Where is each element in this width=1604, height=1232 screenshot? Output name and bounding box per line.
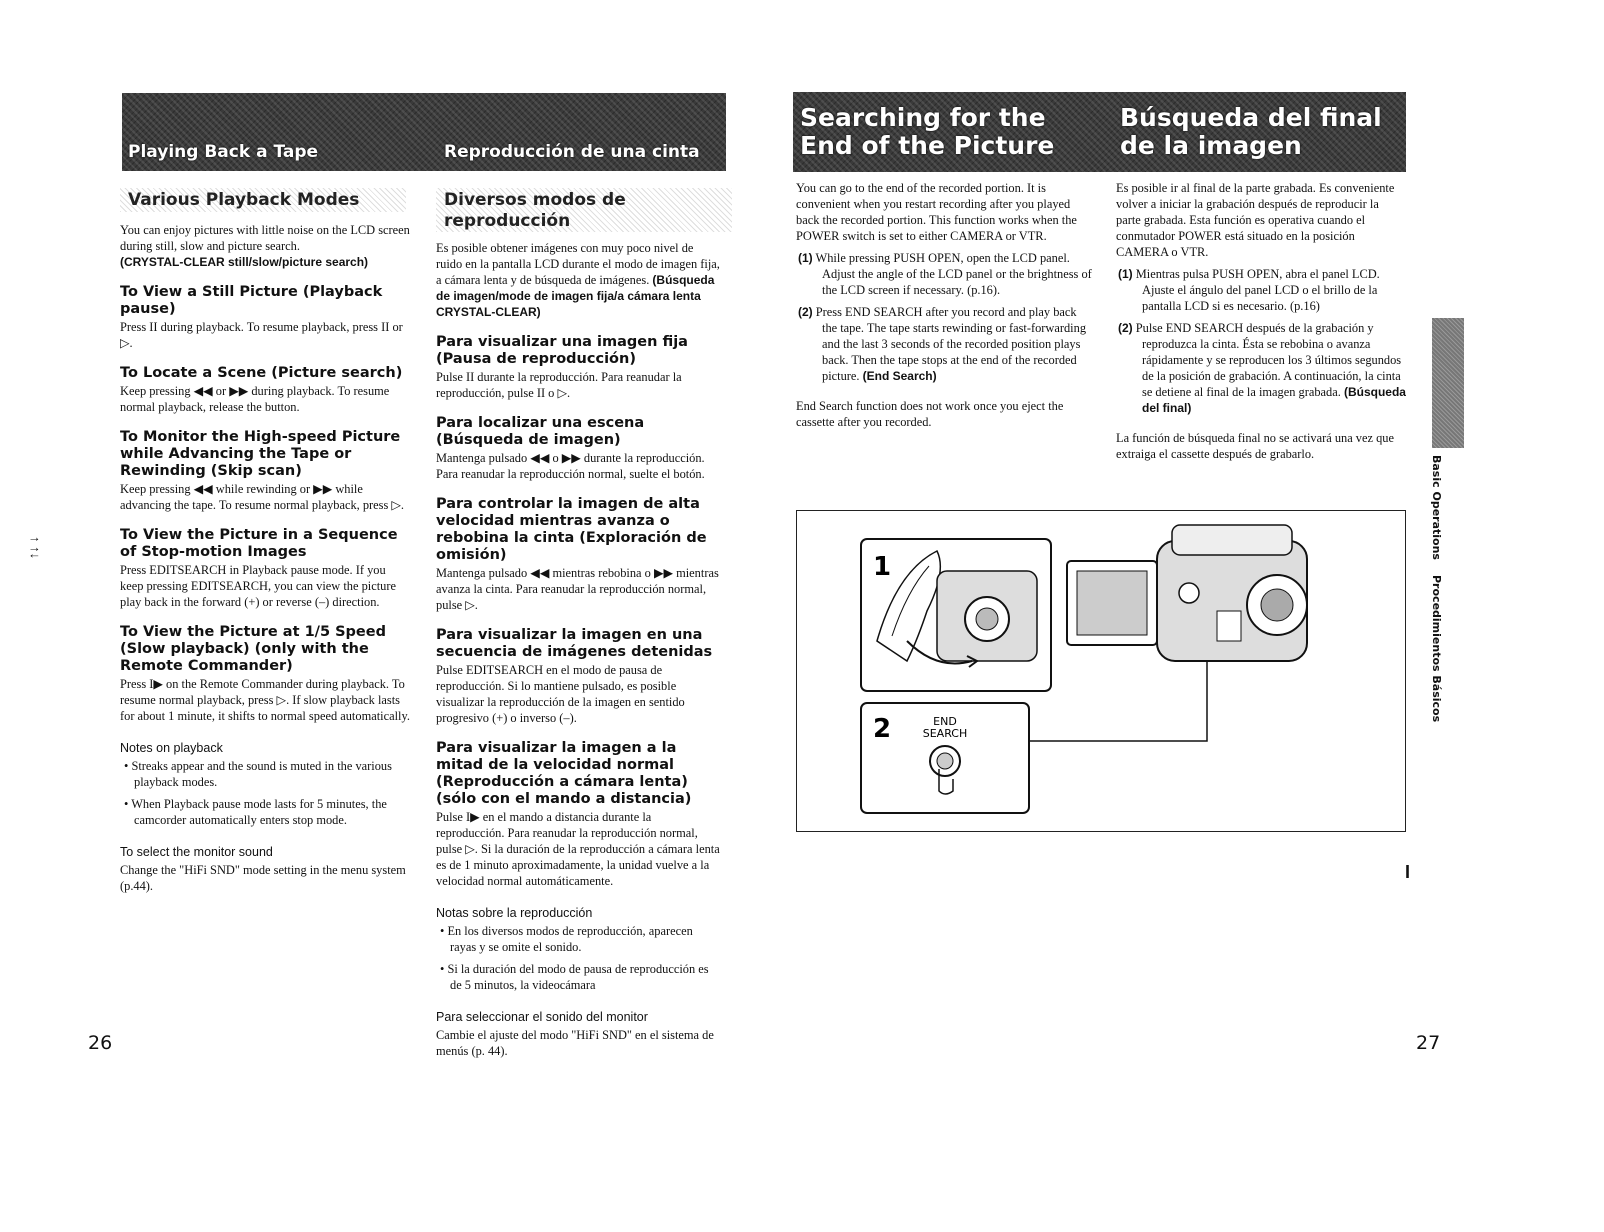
- step1-number: 1: [873, 552, 892, 582]
- left-banner-title-es: Reproducción de una cinta: [444, 142, 700, 162]
- left-en-column: [120, 222, 412, 900]
- en-monitor-text: Change the "HiFi SND" mode setting in the menu system (p.44).: [120, 863, 406, 893]
- en-text-stop-motion: Press EDITSEARCH in Playback pause mode. If you keep pressing EDITSEARCH, you can view the picture play back in the forward (+) or reverse (–) direction.: [120, 563, 396, 609]
- es-heading-skip: Para controlar la imagen de alta velocidad mientras avanza o rebobina la cinta (Exploración de omisión): [436, 496, 707, 563]
- es-note-item: • En los diversos modos de reproducción, aparecen rayas y se omite el sonido.: [440, 924, 693, 954]
- right-en-column: [796, 180, 1094, 436]
- figure-frame: [796, 510, 1406, 832]
- es-monitor-text: Cambie el ajuste del modo "HiFi SND" en el sistema de menús (p. 44).: [436, 1028, 714, 1058]
- right-es-intro: Es posible ir al final de la parte grabada. Es conveniente volver a iniciar la grabación después de reproducir la parte grabada. Esta función es operativa cuando el conmutador POWER está situado en la posición CAMERA o VTR.: [1116, 181, 1395, 259]
- en-note-item: • Streaks appear and the sound is muted in the various playback modes.: [124, 759, 392, 789]
- step2-number: 2: [873, 714, 892, 744]
- en-text-slow: Press I▶ on the Remote Commander during playback. To resume normal playback, press ▷. If slow playback lasts for about 1 minute, it shifts to normal speed automatically.: [120, 677, 410, 723]
- right-en-step: (1) While pressing PUSH OPEN, open the LCD panel. Adjust the angle of the LCD panel or the brightness of the LCD screen if necessary. (p.16).: [798, 251, 1092, 297]
- margin-arrows: ↑ ↑↓: [28, 536, 43, 560]
- right-banner-title-es: Búsqueda del final de la imagen: [1120, 103, 1382, 160]
- en-text-skip: Keep pressing ◀◀ while rewinding or ▶▶ while advancing the tape. To resume normal playback, press ▷.: [120, 482, 405, 512]
- es-text-stop-motion: Pulse EDITSEARCH en el modo de pausa de reproducción. Si lo mantiene pulsado, es posible visualizar la reproducción de la imagen en sentido progresivo (+) o inverso (–).: [436, 663, 685, 725]
- es-heading-stop-motion: Para visualizar la imagen en una secuencia de imágenes detenidas: [436, 627, 713, 660]
- es-heading-still: Para visualizar una imagen fija (Pausa de reproducción): [436, 334, 688, 367]
- section-title-es: Diversos modos de reproducción: [436, 188, 732, 232]
- camcorder-illustration: [797, 511, 1405, 831]
- en-heading-still: To View a Still Picture (Playback pause): [120, 284, 383, 317]
- es-text-slow: Pulse I▶ en el mando a distancia durante la reproducción. Para reanudar la reproducción normal, pulse ▷. Si la duración de la reproducción a cámara lenta es de 1 minuto aproximadamente, la unidad vuelve a la velocidad normal automáticamente.: [436, 810, 720, 888]
- right-en-intro: You can go to the end of the recorded portion. It is convenient when you restart recording after you played back the recorded portion. This function works when the POWER switch is set to either CAMERA or VTR.: [796, 181, 1077, 243]
- en-text-still: Press II during playback. To resume playback, press II or ▷.: [120, 320, 403, 350]
- es-text-still: Pulse II durante la reproducción. Para reanudar la reproducción, pulse II o ▷.: [436, 370, 682, 400]
- right-en-note: End Search function does not work once you eject the cassette after you recorded.: [796, 399, 1064, 429]
- en-heading-slow: To View the Picture at 1/5 Speed (Slow playback) (only with the Remote Commander): [120, 624, 386, 674]
- side-tab-label-es: Procedimientos Básicos: [1430, 575, 1443, 723]
- right-es-step: (2) Pulse END SEARCH después de la grabación y reproduzca la cinta. Ésta se rebobina o avanza rápidamente y se reproducen los 3 últimos segundos de la posición de grabación. A continuación, la cinta se detiene al final de la imagen grabada. (Búsqueda del final): [1118, 321, 1406, 415]
- es-text-locate: Mantenga pulsado ◀◀ o ▶▶ durante la reproducción. Para reanudar la reproducción normal, suelte el botón.: [436, 451, 705, 481]
- es-text-skip: Mantenga pulsado ◀◀ mientras rebobina o ▶▶ mientras avanza la cinta. Para reanudar la reproducción normal, pulse ▷.: [436, 566, 719, 612]
- side-tab-shade: [1432, 318, 1464, 448]
- side-tab-label-en: Basic Operations: [1430, 455, 1443, 560]
- section-title-en: Various Playback Modes: [120, 188, 406, 212]
- es-heading-locate: Para localizar una escena (Búsqueda de imagen): [436, 415, 645, 448]
- right-banner-title-en: Searching for the End of the Picture: [800, 103, 1055, 160]
- es-notes-title: Notas sobre la reproducción: [436, 906, 593, 920]
- en-heading-locate: To Locate a Scene (Picture search): [120, 365, 403, 381]
- es-intro: Es posible obtener imágenes con muy poco nivel de ruido en la pantalla LCD durante el modo de imagen fija, a cámara lenta y de búsqueda de imágenes.: [436, 241, 720, 287]
- en-text-locate: Keep pressing ◀◀ or ▶▶ during playback. To resume normal playback, release the button.: [120, 384, 390, 414]
- right-en-step: (2) Press END SEARCH after you record and play back the tape. The tape starts rewinding or fast-forwarding and the last 3 seconds of the recorded position plays back. Then the tape stops at the end of the recorded picture. (End Search): [798, 305, 1087, 383]
- right-es-column: [1116, 180, 1406, 468]
- en-notes-title: Notes on playback: [120, 741, 223, 755]
- en-intro-bold: (CRYSTAL-CLEAR still/slow/picture search): [120, 255, 369, 269]
- en-note-item: • When Playback pause mode lasts for 5 minutes, the camcorder automatically enters stop mode.: [124, 797, 387, 827]
- es-note-item: • Si la duración del modo de pausa de reproducción es de 5 minutos, la videocámara: [440, 962, 709, 992]
- es-monitor-title: Para seleccionar el sonido del monitor: [436, 1010, 648, 1024]
- margin-mark-right: I: [1405, 862, 1411, 882]
- end-search-label-1: END: [933, 715, 957, 728]
- page-number-right: 27: [1416, 1032, 1441, 1054]
- left-es-column: [436, 240, 720, 1065]
- en-intro: You can enjoy pictures with little noise on the LCD screen during still, slow and picture search.: [120, 223, 410, 253]
- es-intro-bold: (Búsqueda de imagen/mode de imagen fija/a cámara lenta CRYSTAL-CLEAR): [436, 273, 715, 319]
- en-heading-skip: To Monitor the High-speed Picture while Advancing the Tape or Rewinding (Skip scan): [120, 429, 401, 479]
- end-search-label-2: SEARCH: [922, 727, 968, 740]
- es-heading-slow: Para visualizar la imagen a la mitad de la velocidad normal (Reproducción a cámara lenta) (sólo con el mando a distancia): [436, 740, 692, 807]
- en-monitor-title: To select the monitor sound: [120, 845, 273, 859]
- left-banner-title-en: Playing Back a Tape: [128, 142, 319, 162]
- right-es-note: La función de búsqueda final no se activará una vez que extraiga el cassette después de grabarlo.: [1116, 431, 1394, 461]
- en-heading-stop-motion: To View the Picture in a Sequence of Stop-motion Images: [120, 527, 398, 560]
- right-es-step: (1) Mientras pulsa PUSH OPEN, abra el panel LCD. Ajuste el ángulo del panel LCD o el brillo de la pantalla LCD si es necesario. (p.16): [1118, 267, 1380, 313]
- page-number-left: 26: [88, 1032, 113, 1054]
